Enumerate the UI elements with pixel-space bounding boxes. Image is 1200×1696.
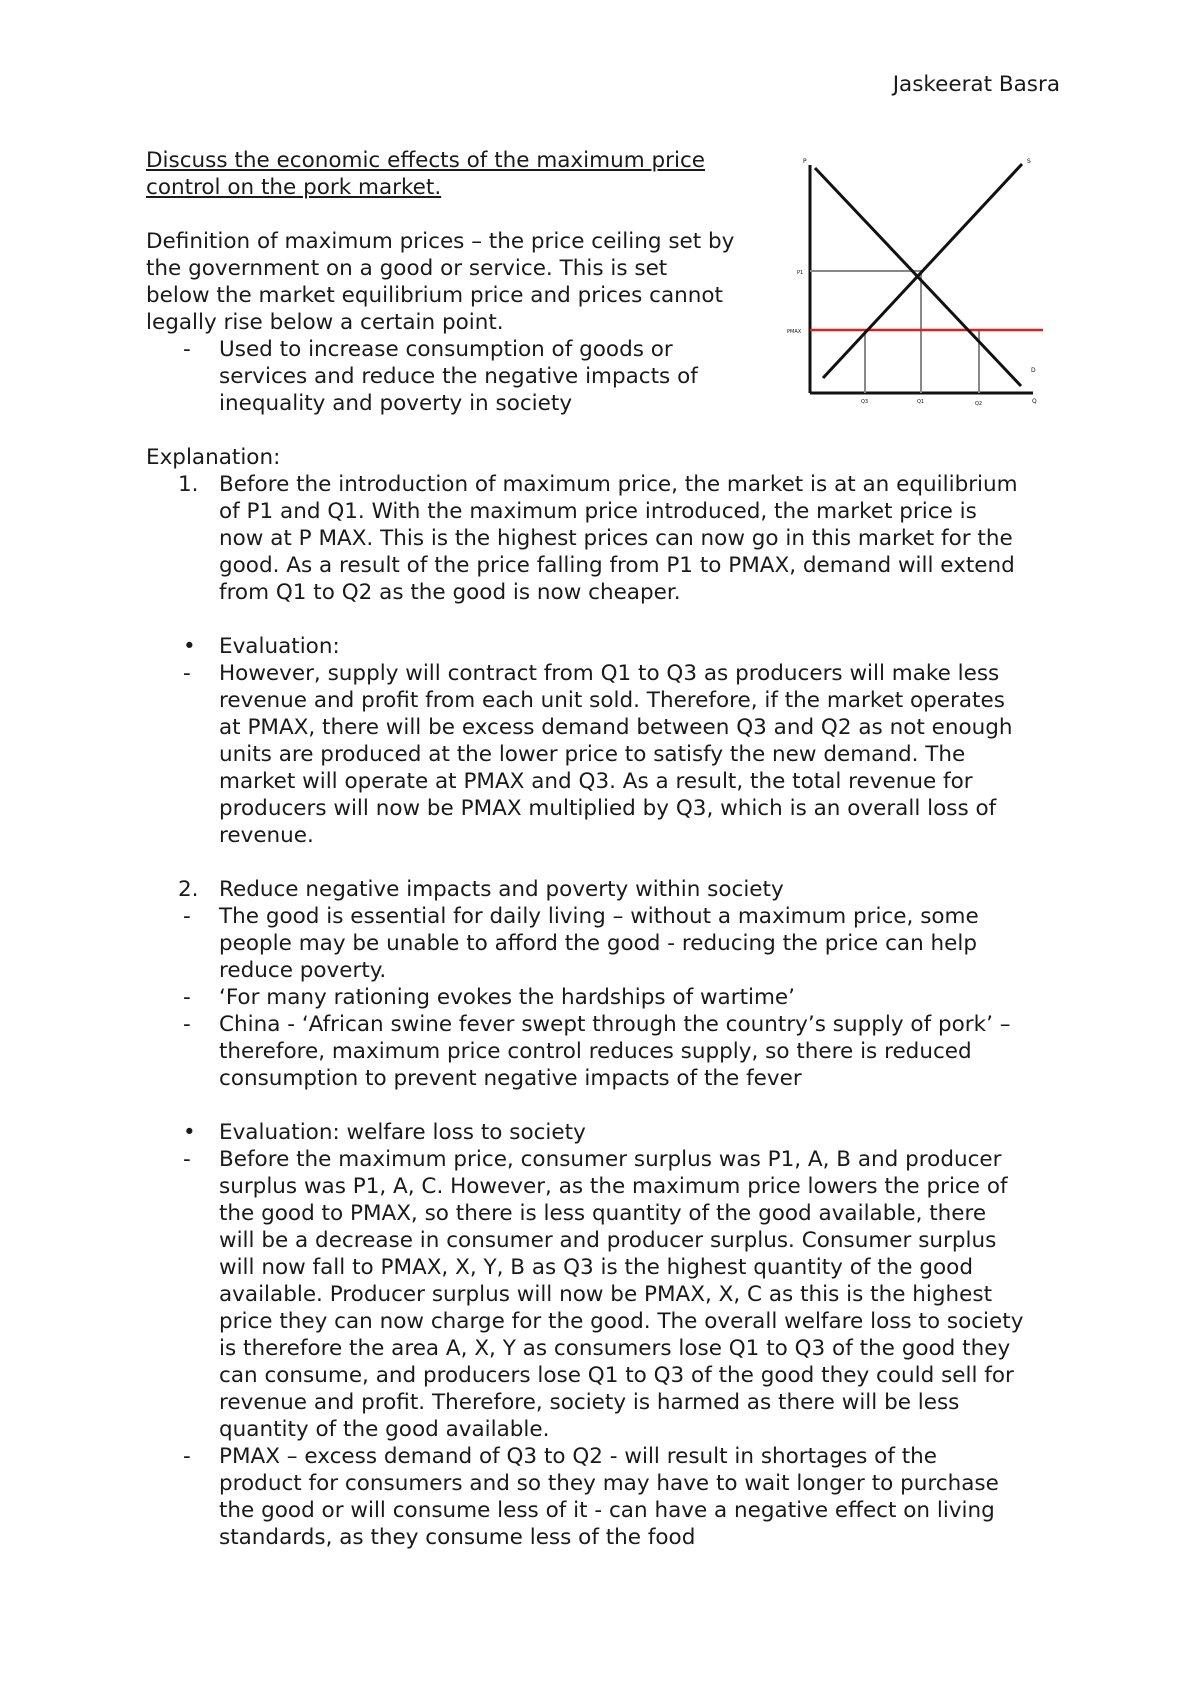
point1-line: from Q1 to Q2 as the good is now cheaper. [219,580,681,605]
point2-line: consumption to prevent negative impacts of the fever [219,1066,802,1091]
definition-line: the government on a good or service. This is set [146,256,668,281]
eval2-line: the good to PMAX, so there is less quantity of the good available, there [219,1201,987,1226]
author-name: Jaskeerat Basra [892,72,1060,97]
pmax-label: PMAX [787,329,802,335]
eval1-line: units are produced at the lower price to satisfy the new demand. The [219,742,966,767]
point1-line: Before the introduction of maximum price, the market is at an equilibrium [219,472,1018,497]
eval2-line: available. Producer surplus will now be PMAX, X, C as this is the highest [219,1282,993,1307]
evaluation-label: Evaluation: [219,634,340,659]
dash-marker: - [183,1147,191,1172]
p1-label: P1 [797,270,804,276]
eval2-line: product for consumers and so they may have to wait longer to purchase [219,1471,999,1496]
eval2-line: surplus was P1, A, C. However, as the maximum price lowers the price of [219,1174,1008,1199]
eval2-line: Before the maximum price, consumer surplus was P1, A, B and producer [219,1147,1002,1172]
eval2-line: revenue and profit. Therefore, society is harmed as there will be less [219,1390,960,1415]
point1-line: good. As a result of the price falling from P1 to PMAX, demand will extend [219,553,1015,578]
eval1-line: market will operate at PMAX and Q3. As a result, the total revenue for [219,769,973,794]
definition-bullet-line: inequality and poverty in society [219,391,573,416]
dash-marker: - [183,661,191,686]
list-number: 2. [178,877,199,902]
eval1-line: at PMAX, there will be excess demand between Q3 and Q2 as not enough [219,715,1013,740]
q-axis-label: Q [1032,398,1037,405]
dash-marker: - [183,985,191,1010]
s-curve-label: S [1027,158,1031,165]
eval1-line: However, supply will contract from Q1 to Q3 as producers will make less [219,661,1000,686]
bullet-marker: • [183,634,196,659]
eval2-line: PMAX – excess demand of Q3 to Q2 - will result in shortages of the [219,1444,938,1469]
document-title-line-2: control on the pork market. [146,175,442,200]
document-title-line-1: Discuss the economic effects of the maximum price [146,148,705,173]
eval2-line: will now fall to PMAX, X, Y, B as Q3 is the highest quantity of the good [219,1255,973,1280]
dash-marker: - [183,904,191,929]
point2-line: China - ‘African swine fever swept through the country’s supply of pork’ – [219,1012,1011,1037]
eval2-line: price they can now charge for the good. The overall welfare loss to society [219,1309,1024,1334]
definition-bullet-line: Used to increase consumption of goods or [219,337,673,362]
dash-marker: - [183,1444,191,1469]
eval2-line: is therefore the area A, X, Y as consumers lose Q1 to Q3 of the good they [219,1336,1011,1361]
p-axis-label: P [803,158,807,165]
d-curve-label: D [1031,367,1036,374]
eval2-line: will be a decrease in consumer and producer surplus. Consumer surplus [219,1228,997,1253]
eval2-line: the good or will consume less of it - can have a negative effect on living [219,1498,995,1523]
eval1-line: revenue. [219,823,314,848]
eval1-line: producers will now be PMAX multiplied by Q3, which is an overall loss of [219,796,997,821]
eval2-line: quantity of the good available. [219,1417,550,1442]
definition-bullet-line: services and reduce the negative impacts of [219,364,698,389]
point2-line: people may be unable to afford the good - reducing the price can help [219,931,978,956]
q2-label: Q2 [975,401,983,407]
point1-line: now at P MAX. This is the highest prices can now go in this market for the [219,526,1013,551]
list-number: 1. [178,472,199,497]
dash-marker: - [183,1012,191,1037]
eval2-line: can consume, and producers lose Q1 to Q3 of the good they could sell for [219,1363,1014,1388]
q1-label: Q1 [917,399,925,405]
explanation-heading: Explanation: [146,445,281,470]
point1-line: of P1 and Q1. With the maximum price introduced, the market price is [219,499,977,524]
q3-label: Q3 [861,399,869,405]
point2-line: reduce poverty. [219,958,387,983]
point2-line: The good is essential for daily living – without a maximum price, some [219,904,979,929]
definition-line: below the market equilibrium price and prices cannot [146,283,723,308]
definition-line: legally rise below a certain point. [146,310,504,335]
point2-line: ‘For many rationing evokes the hardships of wartime’ [219,985,795,1010]
point2-heading: Reduce negative impacts and poverty within society [219,877,784,902]
eval2-line: standards, as they consume less of the food [219,1525,696,1550]
dash-marker: - [183,337,191,362]
eval1-line: revenue and profit from each unit sold. Therefore, if the market operates [219,688,1005,713]
evaluation-label: Evaluation: welfare loss to society [219,1120,586,1145]
max-price-diagram [775,150,1050,410]
definition-line: Definition of maximum prices – the price ceiling set by [146,229,735,254]
point2-line: therefore, maximum price control reduces supply, so there is reduced [219,1039,972,1064]
bullet-marker: • [183,1120,196,1145]
